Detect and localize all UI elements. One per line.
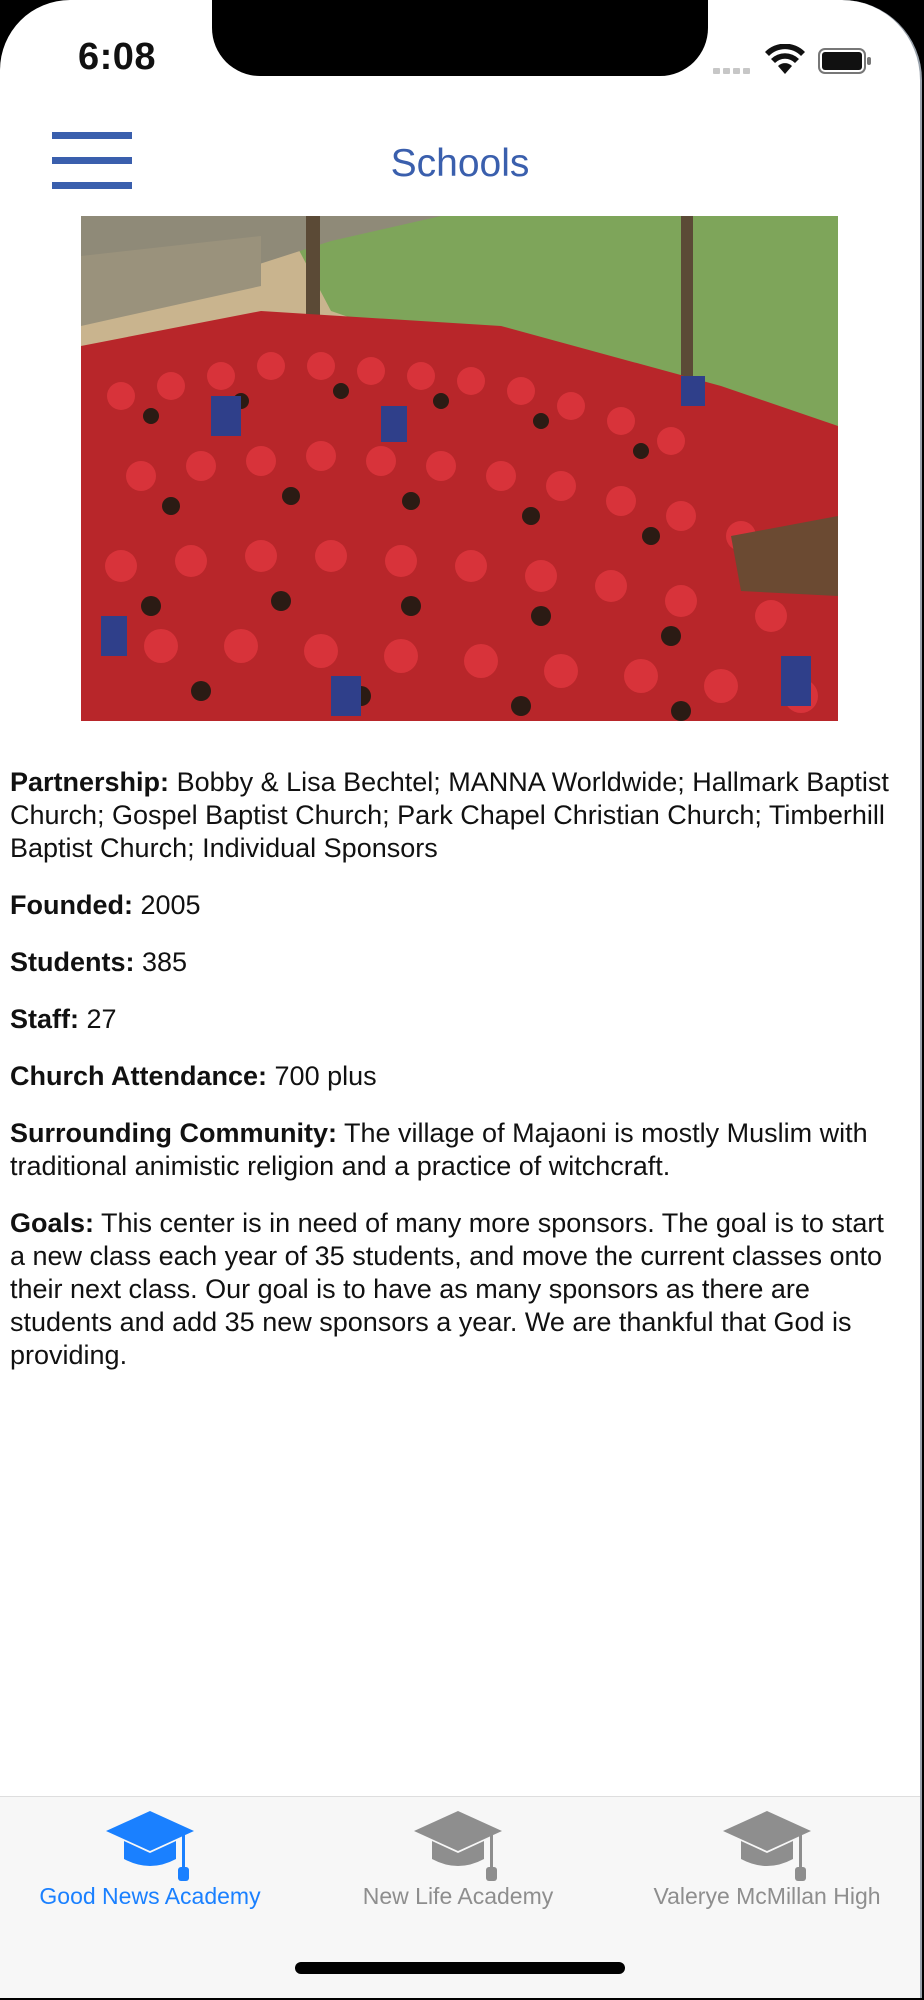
- device-notch: [212, 0, 708, 76]
- tab-new-life-academy[interactable]: [308, 1797, 608, 1917]
- graduation-cap-icon: [719, 1807, 815, 1893]
- status-time: 6:08: [78, 36, 157, 78]
- home-indicator[interactable]: [295, 1962, 625, 1974]
- tab-label: New Life Academy: [362, 1883, 554, 1909]
- navigation-bar: [0, 110, 920, 210]
- page-title: Schools: [390, 142, 530, 185]
- school-photo: [81, 216, 838, 721]
- wifi-icon: [765, 44, 805, 76]
- tab-valerye-mcmillan-high[interactable]: [612, 1797, 922, 1917]
- detail-church-attendance: Church Attendance: 700 plus: [10, 1061, 377, 1091]
- detail-staff: Staff: 27: [10, 1004, 117, 1034]
- tab-label: Valerye McMillan High: [653, 1883, 881, 1909]
- status-bar: [0, 0, 920, 110]
- graduation-cap-icon: [102, 1807, 198, 1893]
- tab-label: Good News Academy: [39, 1883, 261, 1909]
- school-photo-illustration: [81, 216, 838, 721]
- detail-partnership: Partnership: Bobby & Lisa Bechtel; MANNA Worldwide; Hallmark Baptist Church; Gospel Baptist Church; Park Chapel Christian Church; Timberhill Baptist Church; Individual Sponsors: [10, 767, 889, 863]
- tab-good-news-academy[interactable]: [0, 1797, 300, 1917]
- detail-goals: Goals: This center is in need of many more sponsors. The goal is to start a new class each year of 35 students, and move the current classes onto their next class. Our goal is to have as many sponsors as there are students and add 35 new sponsors a year. We are thankful that God is providing.: [10, 1208, 884, 1370]
- graduation-cap-icon: [410, 1807, 506, 1893]
- detail-surrounding-community: Surrounding Community: The village of Majaoni is mostly Muslim with traditional animistic religion and a practice of witchcraft.: [10, 1118, 868, 1181]
- school-details: [10, 766, 900, 1396]
- cellular-signal-icon: [713, 60, 753, 74]
- detail-founded: Founded: 2005: [10, 890, 201, 920]
- battery-icon: [818, 48, 872, 74]
- detail-students: Students: 385: [10, 947, 188, 977]
